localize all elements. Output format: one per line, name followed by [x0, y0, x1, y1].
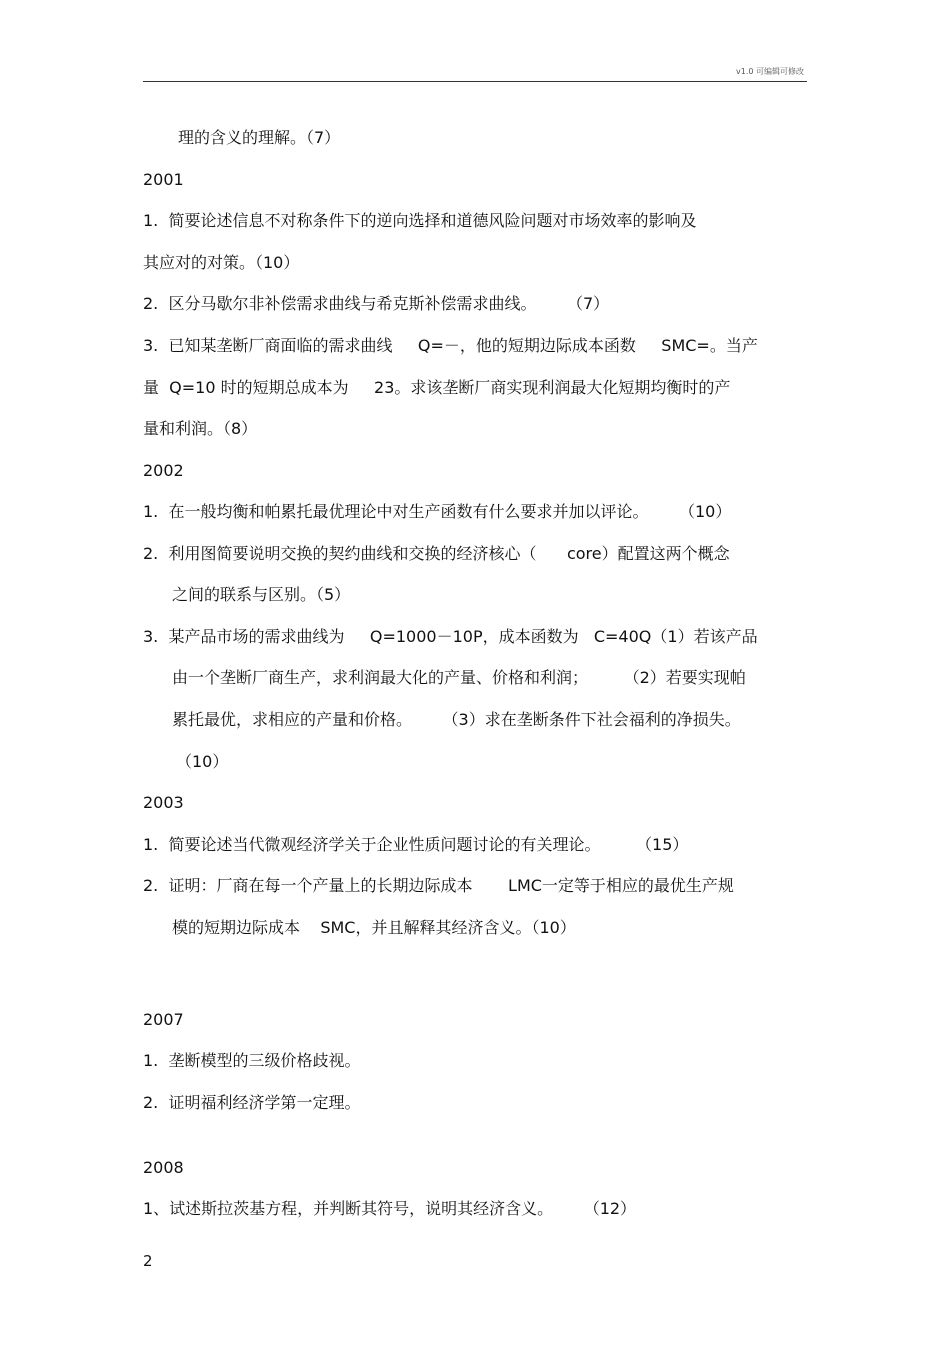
question-item: 2. 证明福利经济学第一定理。: [143, 1093, 361, 1112]
text-line: 理的含义的理解。（7）: [178, 128, 341, 147]
text-line: 量 Q=10 时的短期总成本为 23。求该垄断厂商实现利润最大化短期均衡时的产: [143, 378, 731, 397]
question-item: 3. 某产品市场的需求曲线为 Q=1000－10P，成本函数为 C=40Q（1）若该产品: [143, 627, 758, 646]
question-item: 1. 简要论述信息不对称条件下的逆向选择和道德风险问题对市场效率的影响及: [143, 211, 697, 230]
question-item: 1、试述斯拉茨基方程，并判断其符号，说明其经济含义。 （12）: [143, 1199, 637, 1218]
year-heading: 2002: [143, 461, 184, 480]
text-line: 模的短期边际成本 SMC，并且解释其经济含义。（10）: [172, 918, 576, 937]
text-line: 累托最优，求相应的产量和价格。 （3）求在垄断条件下社会福利的净损失。: [172, 710, 741, 729]
text-line: （10）: [176, 752, 229, 771]
year-heading: 2001: [143, 170, 184, 189]
page-number: 2: [143, 1252, 153, 1270]
text-line: 由一个垄断厂商生产，求利润最大化的产量、价格和利润； （2）若要实现帕: [172, 668, 746, 687]
question-item: 1. 垄断模型的三级价格歧视。: [143, 1051, 361, 1070]
year-heading: 2007: [143, 1010, 184, 1029]
year-heading: 2003: [143, 793, 184, 812]
question-item: 2. 利用图简要说明交换的契约曲线和交换的经济核心（ core）配置这两个概念: [143, 544, 730, 563]
text-line: 之间的联系与区别。（5）: [172, 585, 351, 604]
text-line: 其应对的对策。（10）: [143, 253, 300, 272]
question-item: 1. 在一般均衡和帕累托最优理论中对生产函数有什么要求并加以评论。 （10）: [143, 502, 732, 521]
header-rule: [143, 81, 807, 82]
question-item: 1. 简要论述当代微观经济学关于企业性质问题讨论的有关理论。 （15）: [143, 835, 689, 854]
year-heading: 2008: [143, 1158, 184, 1177]
question-item: 2. 区分马歇尔非补偿需求曲线与希克斯补偿需求曲线。 （7）: [143, 294, 610, 313]
question-item: 3. 已知某垄断厂商面临的需求曲线 Q=－，他的短期边际成本函数 SMC=。当产: [143, 336, 758, 355]
text-line: 量和利润。（8）: [143, 419, 258, 438]
question-item: 2. 证明：厂商在每一个产量上的长期边际成本 LMC一定等于相应的最优生产规: [143, 876, 734, 895]
header-note: v1.0 可编辑可修改: [736, 67, 804, 76]
